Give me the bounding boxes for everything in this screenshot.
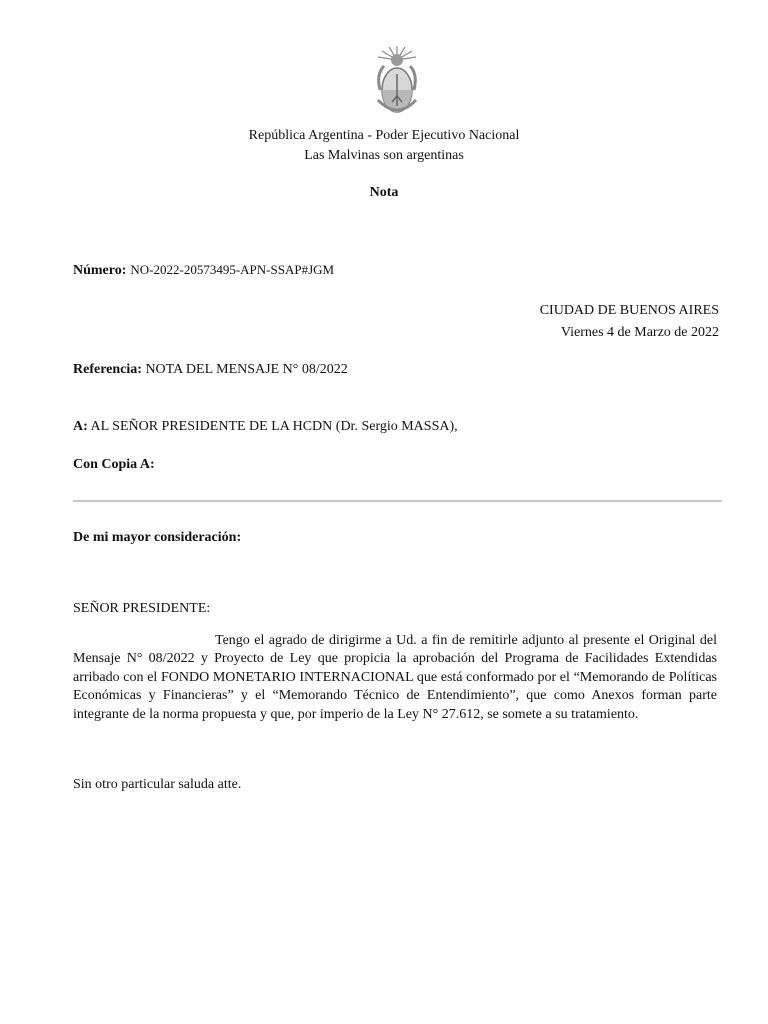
referencia-value: NOTA DEL MENSAJE N° 08/2022 bbox=[145, 362, 348, 377]
referencia-row bbox=[73, 361, 348, 379]
recipient-row bbox=[73, 418, 458, 436]
numero-value: NO-2022-20573495-APN-SSAP#JGM bbox=[130, 262, 335, 277]
date: Viernes 4 de Marzo de 2022 bbox=[560, 325, 719, 340]
cc-label: Con Copia A: bbox=[73, 457, 155, 472]
recipient-value: AL SEÑOR PRESIDENTE DE LA HCDN (Dr. Sergio MASSA), bbox=[90, 419, 458, 434]
body-paragraph: Tengo el agrado de dirigirme a Ud. a fin de remitirle adjunto al presente el Original del Mensaje N° 08/2022 y Proyecto de Ley que propicia la aprobación del Programa de Facilidades Extendidas arribado con el FONDO MONETARIO INTERNACIONAL que está conformado por el “Memorando de Políticas Económicas y Financieras” y el “Memorando Técnico de Entendimiento”, que como Anexos forman parte integrante de la norma propuesta y que, por imperio de la Ley N° 27.612, se somete a su tratamiento. bbox=[73, 633, 717, 722]
salutation: De mi mayor consideración: bbox=[73, 530, 242, 545]
body-paragraph-container bbox=[73, 632, 717, 724]
coat-of-arms-icon bbox=[370, 44, 424, 120]
header-line-1: República Argentina - Poder Ejecutivo Nacional bbox=[248, 128, 520, 143]
recipient-label: A: bbox=[73, 419, 88, 434]
numero-label: Número: bbox=[73, 263, 127, 278]
header-line-2: Las Malvinas son argentinas bbox=[304, 148, 464, 163]
closing: Sin otro particular saluda atte. bbox=[73, 777, 242, 792]
addressee: SEÑOR PRESIDENTE: bbox=[73, 601, 211, 616]
city: CIUDAD DE BUENOS AIRES bbox=[539, 303, 719, 318]
numero-row bbox=[73, 261, 334, 280]
divider bbox=[73, 500, 722, 502]
document-title: Nota bbox=[369, 185, 399, 200]
referencia-label: Referencia: bbox=[73, 362, 142, 377]
